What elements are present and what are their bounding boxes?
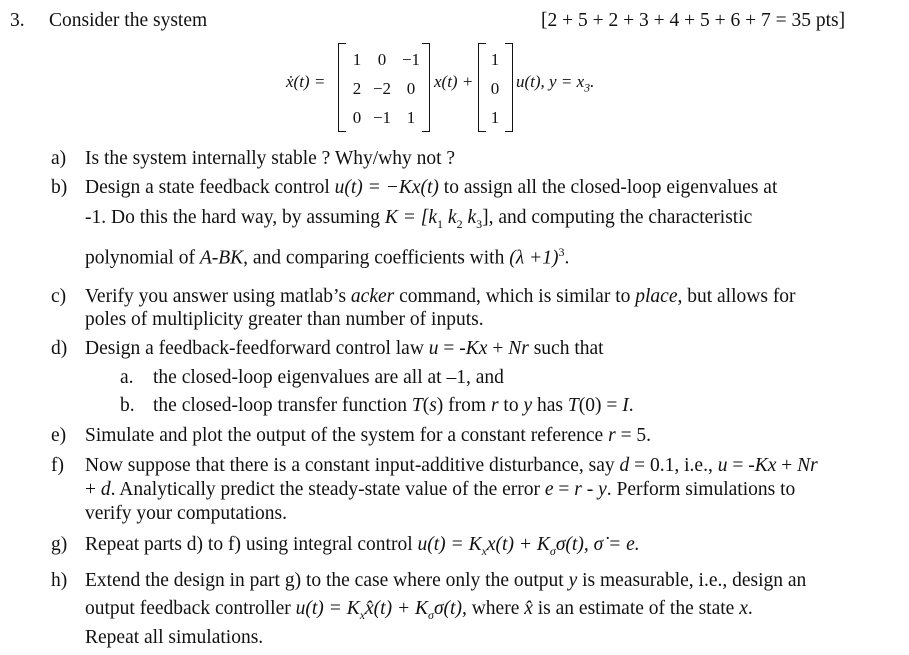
item-c-line1: Verify you answer using matlab’s acker command, which is similar to place, but allows for bbox=[85, 286, 796, 307]
item-b-line2: -1. Do this the hard way, by assuming $K = [k_1$ $k_2$ $k_3$], and computing the characteristic bbox=[85, 207, 753, 231]
item-b-line3: polynomial of A-BK, and comparing coefficients with $(\lambda +1)^3$. bbox=[85, 245, 570, 269]
item-h-line3: Repeat all simulations. bbox=[85, 627, 264, 648]
item-label-b: b) bbox=[51, 177, 68, 198]
matrix-a-cell: 0 bbox=[352, 108, 362, 127]
item-d-sub-b: the closed-loop transfer function T(s) from r to y has T(0) = I. bbox=[153, 395, 634, 416]
matrix-b-cell: 0 bbox=[490, 79, 500, 98]
matrix-b-cell: 1 bbox=[490, 108, 500, 127]
item-f-line1: Now suppose that there is a constant input-additive disturbance, say d = 0.1, i.e., u = -Kx + Nr bbox=[85, 455, 818, 476]
matrix-a-cell: 1 bbox=[406, 108, 416, 127]
item-d-sub-a: the closed-loop eigenvalues are all at –1, and bbox=[153, 367, 504, 388]
item-d-sublabel-b: b. bbox=[120, 395, 135, 416]
matrix-a bbox=[338, 43, 430, 132]
problem-number: 3. bbox=[10, 10, 25, 31]
item-label-a: a) bbox=[51, 148, 67, 169]
matrix-a-cell: −1 bbox=[372, 108, 392, 127]
item-c-line2: poles of multiplicity greater than number of inputs. bbox=[85, 309, 484, 330]
item-label-d: d) bbox=[51, 338, 68, 359]
matrix-a-cell: 0 bbox=[377, 50, 387, 69]
item-label-c: c) bbox=[51, 286, 67, 307]
problem-title: Consider the system bbox=[49, 10, 208, 31]
points-breakdown: [2 + 5 + 2 + 3 + 4 + 5 + 6 + 7 = 35 pts] bbox=[541, 10, 846, 31]
item-label-f: f) bbox=[51, 455, 64, 476]
item-f-line2: + d. Analytically predict the steady-state value of the error e = r - y. Perform simulations to bbox=[85, 479, 796, 500]
matrix-a-cell: 1 bbox=[352, 50, 362, 69]
equation-rhs: u(t), $y = x_3$. bbox=[516, 72, 595, 95]
item-label-h: h) bbox=[51, 570, 68, 591]
matrix-b-cell: 1 bbox=[490, 50, 500, 69]
item-h-line2: output feedback controller $u(t) = K_xx̂(t) + K_\sigma\sigma(t)$, where x̂ is an estimate of the state x. bbox=[85, 598, 753, 622]
item-e-text: Simulate and plot the output of the system for a constant reference r = 5. bbox=[85, 425, 652, 446]
matrix-a-cell: 2 bbox=[352, 79, 362, 98]
equation-lhs: ẋ(t) = bbox=[286, 72, 326, 91]
item-d-line1: Design a feedback-feedforward control law u = -Kx + Nr such that bbox=[85, 338, 604, 359]
item-f-line3: verify your computations. bbox=[85, 503, 287, 524]
item-g-text: Repeat parts d) to f) using integral control $u(t) = K_xx(t) + K_\sigma\sigma(t)$, σ̇ = e. bbox=[85, 534, 640, 558]
item-d-sublabel-a: a. bbox=[120, 367, 134, 388]
matrix-b bbox=[478, 43, 513, 132]
item-label-g: g) bbox=[51, 534, 68, 555]
matrix-a-cell: −2 bbox=[372, 79, 392, 98]
item-label-e: e) bbox=[51, 425, 67, 446]
item-b-line1: Design a state feedback control u(t) = −Kx(t) to assign all the closed-loop eigenvalues at bbox=[85, 177, 778, 198]
item-h-line1: Extend the design in part g) to the case where only the output y is measurable, i.e., design an bbox=[85, 570, 807, 591]
matrix-a-cell: −1 bbox=[401, 50, 421, 69]
matrix-a-cell: 0 bbox=[406, 79, 416, 98]
item-a-text: Is the system internally stable ? Why/why not ? bbox=[85, 148, 456, 169]
equation-mid: x(t) + bbox=[434, 72, 474, 91]
